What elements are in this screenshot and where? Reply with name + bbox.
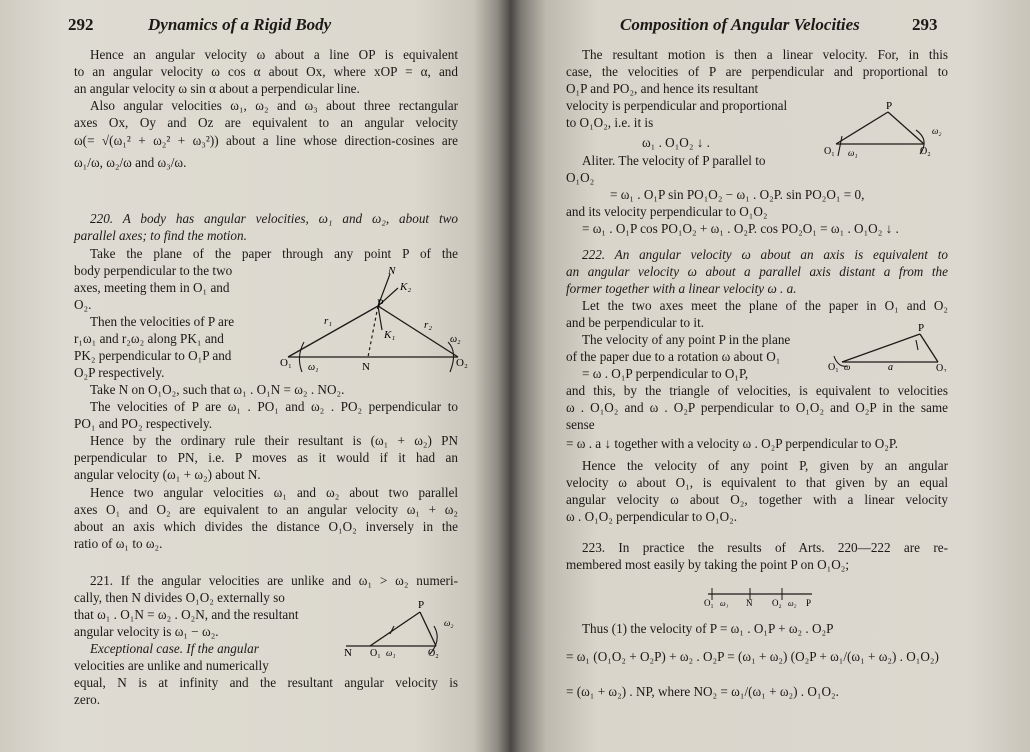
text-line: 223. In practice the results of Arts. 220—222 are re- <box>582 540 948 555</box>
text-line: to an angular velocity ω cos α about Ox, where xOP = α, and <box>74 64 458 79</box>
fig-label-w2: ω₂ <box>444 618 454 628</box>
fig-label-o2: O₂ <box>936 363 947 372</box>
text-line: Exceptional case. If the angular <box>90 641 259 656</box>
fig-label-o1: O₁ <box>824 146 835 157</box>
text-line: PK₂ perpendicular to O₁P and <box>74 348 232 363</box>
text-line: axes O₁ and O₂ are equivalent to an angular velocity ω₁ + ω₂ <box>74 502 458 517</box>
equation: = ω₁ . O₁P cos PO₁O₂ + ω₁ . O₂P. cos PO₂O₁ = ω₁ . O₁O₂ ↓ . <box>582 221 899 236</box>
text-line: Aliter. The velocity of P parallel to <box>582 153 766 168</box>
fig-label-w2: ω₂ <box>788 599 797 608</box>
text-line: case, the velocities of P are perpendicular and proportional to <box>566 64 948 79</box>
text-line: equal, N is at infinity and the resultant angular velocity is <box>74 675 458 690</box>
article-heading: parallel axes; to find the motion. <box>74 228 247 243</box>
fig-label-n-top: N <box>388 265 396 277</box>
fig-label-k1: K₁ <box>384 329 396 341</box>
figure-parallel-axis-shift <box>826 322 954 372</box>
right-page-header <box>560 16 948 38</box>
article-heading: former together with a linear velocity ω . a. <box>566 281 797 296</box>
text-line: PO₁ and PO₂ respectively. <box>74 416 212 431</box>
fig-label-o2: O₂ <box>772 598 782 608</box>
fig-label-w1: ω₁ <box>848 148 858 158</box>
text-line: Hence an angular velocity ω about a line OP is equivalent <box>90 47 458 62</box>
equation: = ω₁ (O₁O₂ + O₂P) + ω₂ . O₂P = (ω₁ + ω₂) (O₂P + ω₁/(ω₁ + ω₂) . O₁O₂) <box>566 649 939 664</box>
running-title: Dynamics of a Rigid Body <box>148 15 332 34</box>
fig-label-w2: ω₂ <box>932 126 942 136</box>
text-line: and be perpendicular to it. <box>566 315 705 330</box>
text-line: and this, by the triangle of velocities, is equivalent to velocities <box>566 383 948 398</box>
text-line: velocity is perpendicular and proportional <box>566 98 788 113</box>
text-line: axes Ox, Oy and Oz are equivalent to an angular velocity <box>74 115 458 130</box>
text-line: Hence two angular velocities ω₁ and ω₂ about two parallel <box>90 485 458 500</box>
text-line: perpendicular to PN, i.e. P moves as it would if it had an <box>74 450 458 465</box>
text-line: The resultant motion is then a linear velocity. For, in this <box>582 47 948 62</box>
text-line: velocities are unlike and numerically <box>74 658 269 673</box>
figure-unlike-equal <box>824 100 952 162</box>
text-line: membered most easily by taking the point P on O₁O₂; <box>566 557 850 572</box>
text-line: 221. If the angular velocities are unlike and ω₁ > ω₂ numeri- <box>90 573 458 588</box>
article-heading: an angular velocity ω about a parallel axis distant a from the <box>566 264 948 279</box>
fig-label-a: a <box>888 362 893 372</box>
figure-unlike-velocities <box>340 596 460 658</box>
fig-label-o1: O₁ <box>280 357 292 369</box>
equation: ω₁ . O₁O₂ ↓ . <box>642 135 710 150</box>
text-line: O₂. <box>74 297 92 312</box>
fig-label-o2: O₂ <box>920 146 931 157</box>
article-heading: 222. An angular velocity ω about an axis is equivalent to <box>582 247 948 262</box>
text-line: O₂P respectively. <box>74 365 165 380</box>
text-line: ratio of ω₁ to ω₂. <box>74 536 163 551</box>
text-line: an angular velocity ω sin α about a perpendicular line. <box>74 81 360 96</box>
figure-collinear-points <box>700 580 820 610</box>
text-line: Take the plane of the paper through any point P of the <box>90 246 458 261</box>
fig-label-p: P <box>418 599 425 611</box>
text-line: Hence the velocity of any point P, given by an angular <box>582 458 948 473</box>
text-line: angular velocity ω about O₂, together with a linear velocity <box>566 492 948 507</box>
fig-label-p: P <box>886 100 893 112</box>
fig-label-p: P <box>806 598 812 608</box>
fig-label-w2: ω₂ <box>450 334 461 345</box>
text-line: velocity ω about O₁, is equivalent to that given by an equal <box>566 475 948 490</box>
text-line: Thus (1) the velocity of P = ω₁ . O₁P + ω₂ . O₂P <box>582 621 834 636</box>
text-line: zero. <box>74 692 100 707</box>
fig-label-o2: O₂ <box>456 357 468 369</box>
fig-label-k2: K₂ <box>400 281 412 293</box>
page-number: 293 <box>912 15 938 34</box>
text-line: cally, then N divides O₁O₂ externally so <box>74 590 285 605</box>
fig-label-o1: O₁ <box>370 648 381 658</box>
left-page <box>60 0 468 752</box>
equation: = ω . O₁P perpendicular to O₁P, <box>582 366 749 381</box>
page-number: 292 <box>68 15 94 34</box>
fig-label-n: N <box>746 598 753 608</box>
fig-label-o1: O₁ <box>828 362 839 372</box>
text-line: ω . O₁O₂ and ω . O₂P perpendicular to O₁O₂ and O₂P in the same <box>566 400 948 415</box>
text-line: angular velocity (ω₁ + ω₂) about N. <box>74 467 261 482</box>
text-line: The velocity of any point P in the plane <box>582 332 791 347</box>
fig-label-p: P <box>918 322 925 334</box>
text-line: to O₁O₂, i.e. it is <box>566 115 654 130</box>
text-line: ω(= √(ω₁² + ω₂² + ω₃²)) about a line whose direction-cosines are <box>74 133 458 148</box>
fig-label-o1: O₁ <box>704 598 714 608</box>
fig-label-o2: O₂ <box>428 648 439 658</box>
text-line: Also angular velocities ω₁, ω₂ and ω₃ about three rectangular <box>90 98 458 113</box>
left-page-header <box>60 16 460 38</box>
running-title: Composition of Angular Velocities <box>620 15 860 34</box>
text-line: O₁O₂ <box>566 170 595 185</box>
right-page <box>560 0 948 752</box>
fig-label-r1: r₁ <box>324 315 333 327</box>
equation: = ω₁ . O₁P sin PO₁O₂ − ω₁ . O₂P. sin PO₂O₁ = 0, <box>610 187 865 202</box>
text-line: Hence by the ordinary rule their resultant is (ω₁ + ω₂) PN <box>90 433 458 448</box>
text-line: angular velocity is ω₁ − ω₂. <box>74 624 219 639</box>
figure-parallel-axes <box>278 262 468 374</box>
fig-label-w: ω <box>844 362 851 372</box>
fig-label-n: N <box>344 647 352 658</box>
fig-label-p: P <box>377 296 384 310</box>
text-line: O₁P and PO₂, and hence its resultant <box>566 81 759 96</box>
text-line: The velocities of P are ω₁ . PO₁ and ω₂ . PO₂ perpendicular to <box>90 399 458 414</box>
text-line: ω . O₁O₂ perpendicular to O₁O₂. <box>566 509 737 524</box>
text-line: and its velocity perpendicular to O₁O₂ <box>566 204 768 219</box>
text-line: axes, meeting them in O₁ and <box>74 280 230 295</box>
fig-label-n: N <box>362 361 370 373</box>
fig-label-w1: ω₁ <box>720 599 729 608</box>
fig-label-w1: ω₁ <box>308 362 319 373</box>
text-line: Take N on O₁O₂, such that ω₁ . O₁N = ω₂ . NO₂. <box>90 382 345 397</box>
text-line: that ω₁ . O₁N = ω₂ . O₂N, and the resultant <box>74 607 299 622</box>
text-line: sense <box>566 417 595 432</box>
fig-label-r2: r₂ <box>424 319 433 331</box>
text-line: body perpendicular to the two <box>74 263 233 278</box>
text-line: r₁ω₁ and r₂ω₂ along PK₁ and <box>74 331 224 346</box>
text-line: of the paper due to a rotation ω about O₁ <box>566 349 781 364</box>
text-line: about an axis which divides the distance O₁O₂ inversely in the <box>74 519 458 534</box>
equation: = (ω₁ + ω₂) . NP, where NO₂ = ω₁/(ω₁ + ω₂) . O₁O₂. <box>566 684 839 699</box>
text-line: ω₁/ω, ω₂/ω and ω₃/ω. <box>74 155 187 170</box>
equation: = ω . a ↓ together with a velocity ω . O₂P perpendicular to O₂P. <box>566 436 898 451</box>
text-line: Then the velocities of P are <box>90 314 235 329</box>
fig-label-w1: ω₁ <box>386 648 396 658</box>
text-line: Let the two axes meet the plane of the paper in O₁ and O₂ <box>582 298 948 313</box>
article-heading: 220. A body has angular velocities, ω₁ and ω₂, about two <box>90 211 458 226</box>
